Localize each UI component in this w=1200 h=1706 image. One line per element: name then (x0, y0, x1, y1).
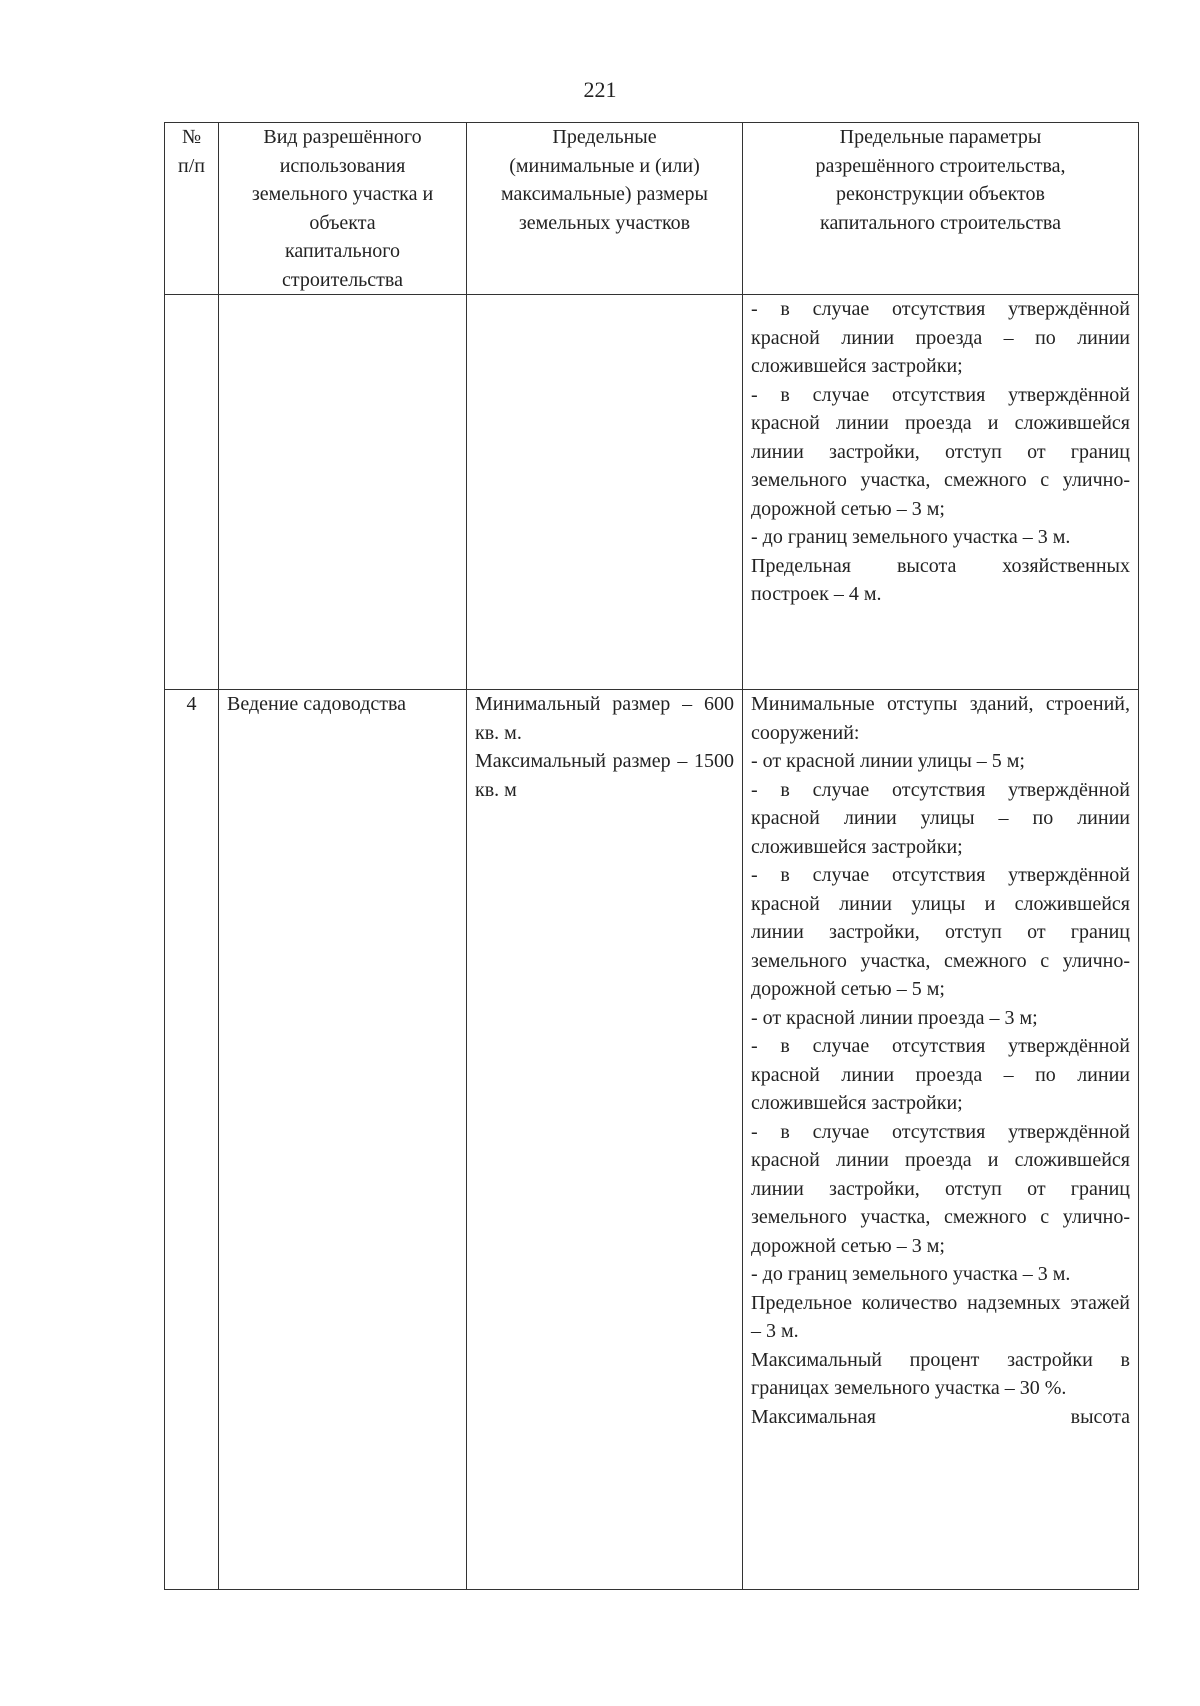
header-use-line: объекта (309, 211, 376, 234)
header-row (165, 123, 1139, 295)
row-params-cell (743, 690, 1139, 1590)
row-num-cell (165, 295, 219, 690)
param-paragraph: - в случае отсутствия утверждённой красной линии проезда – по линии сложившейся застройки; (751, 1035, 1130, 1114)
param-paragraph: Предельная высота хозяйственных построек – 4 м. (751, 554, 1130, 605)
param-paragraph: Минимальные отступы зданий, строений, сооружений: (751, 693, 1130, 744)
param-paragraph: - в случае отсутствия утверждённой красной линии улицы – по линии сложившейся застройки; (751, 778, 1130, 858)
header-use-line: строительства (282, 268, 403, 291)
row-sizes-cell (467, 690, 743, 1590)
row-use-cell (219, 295, 467, 690)
param-paragraph: - до границ земельного участка – 3 м. (751, 1263, 1071, 1285)
header-params-line: разрешённого строительства, (815, 154, 1066, 177)
param-paragraph: - от красной линии проезда – 3 м; (751, 1006, 1038, 1029)
param-paragraph: - в случае отсутствия утверждённой красной линии улицы и сложившейся линии застройки, отступ от границ земельного участка, смежного с улично-дорожной сетью – 5 м; (751, 864, 1130, 1000)
header-use-line: земельного участка и (251, 183, 434, 205)
param-paragraph: - в случае отсутствия утверждённой красной линии проезда – по линии сложившейся застройки; (751, 298, 1130, 377)
header-sizes-line: Предельные (552, 126, 657, 148)
param-paragraph: - от красной линии улицы – 5 м; (751, 750, 1025, 772)
param-paragraph: Предельное количество надземных этажей – 3 м. (751, 1291, 1130, 1342)
row-use-cell: Ведение садоводства (219, 690, 467, 1590)
header-sizes-line: земельных участков (518, 211, 691, 234)
table-row (165, 295, 1139, 690)
header-params-line: Предельные параметры (839, 126, 1042, 148)
header-params (743, 123, 1139, 295)
param-paragraph: - в случае отсутствия утверждённой красной линии проезда и сложившейся линии застройки, отступ от границ земельного участка, смежного с улично-дорожной сетью – 3 м; (751, 383, 1130, 520)
header-params-line: капитального строительства (820, 211, 1061, 234)
header-sizes (467, 123, 743, 295)
header-num (165, 123, 219, 295)
row-num-cell: 4 (165, 690, 219, 1590)
table-row (165, 690, 1139, 1590)
size-paragraph: Минимальный размер – 600 кв. м. (475, 693, 734, 744)
header-params-line: реконструкции объектов (836, 183, 1045, 205)
param-paragraph: - в случае отсутствия утверждённой красной линии проезда и сложившейся линии застройки, отступ от границ земельного участка, смежного с улично-дорожной сетью – 3 м; (751, 1120, 1130, 1257)
header-use (219, 123, 467, 295)
param-paragraph: - до границ земельного участка – 3 м. (751, 526, 1071, 548)
size-paragraph: Максимальный размер – 1500 кв. м (475, 750, 734, 801)
page-number: 221 (583, 77, 617, 102)
regulations-table (164, 122, 1139, 1590)
header-use-line: капитального (285, 240, 400, 262)
param-paragraph: Максимальный процент застройки в границах земельного участка – 30 %. (751, 1348, 1130, 1399)
header-num-line: п/п (178, 154, 205, 177)
row-params-cell (743, 295, 1139, 690)
param-paragraph: Максимальная высота (751, 1405, 1130, 1428)
header-num-line: № (181, 126, 202, 148)
header-use-line: использования (279, 154, 406, 177)
row-sizes-cell (467, 295, 743, 690)
header-sizes-line: (минимальные и (или) (509, 154, 700, 177)
header-use-line: Вид разрешённого (263, 126, 422, 148)
header-sizes-line: максимальные) размеры (500, 183, 708, 205)
